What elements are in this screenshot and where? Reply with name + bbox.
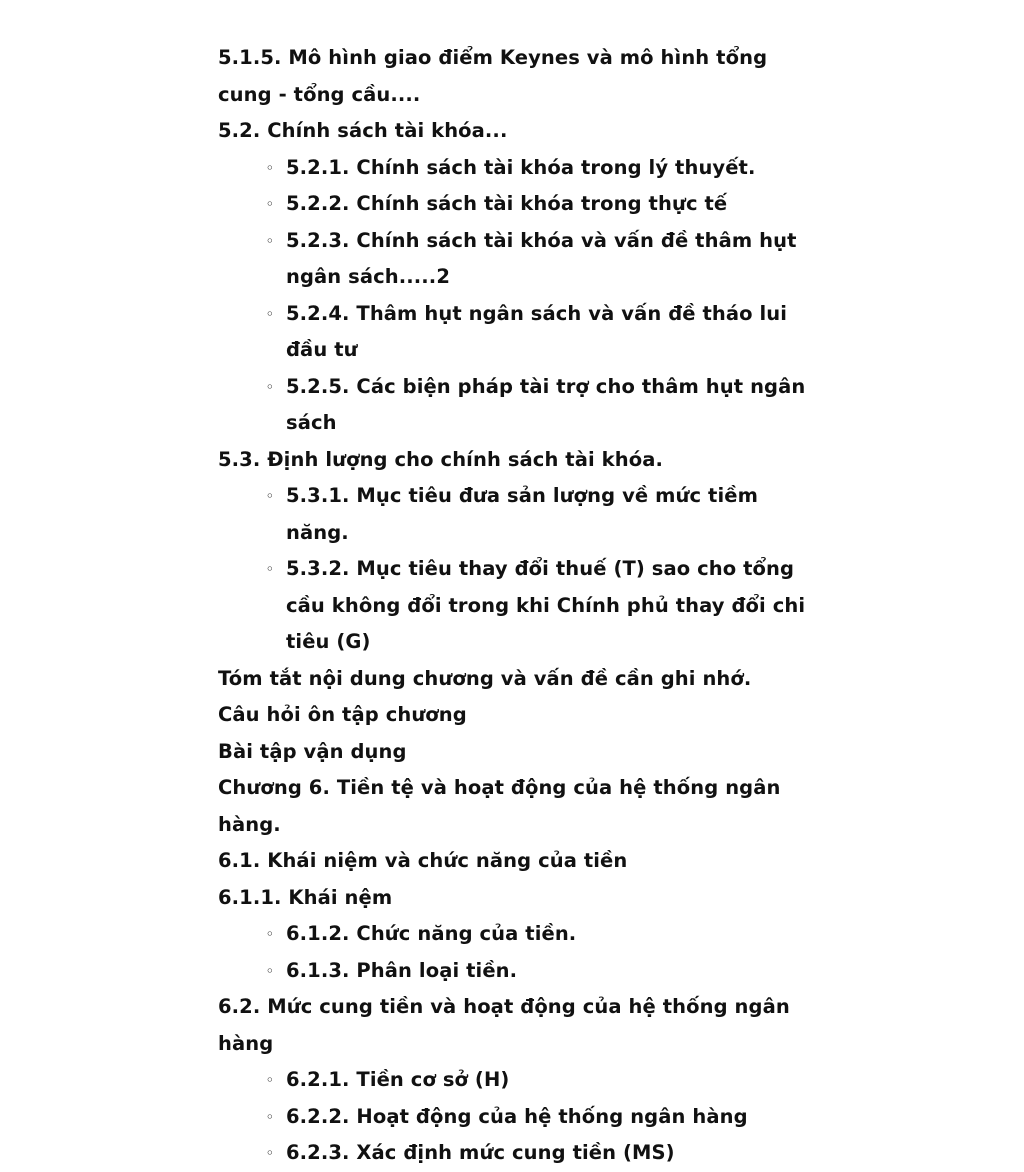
bullet-icon: ◦ <box>266 306 274 321</box>
bullet-icon: ◦ <box>266 233 274 248</box>
toc-entry-label: 5.2.5. Các biện pháp tài trợ cho thâm hụt ngân sách <box>286 374 806 434</box>
toc-entry-label: 5.1.5. Mô hình giao điểm Keynes và mô hình tổng cung - tổng cầu.... <box>218 46 768 106</box>
toc-entry <box>218 880 824 917</box>
toc-entry-label: 5.3. Định lượng cho chính sách tài khóa. <box>218 447 663 471</box>
table-of-contents-list <box>218 40 824 1172</box>
toc-entry <box>266 1099 824 1136</box>
toc-entry-label: 6.1.1. Khái nệm <box>218 885 393 909</box>
toc-entry-label: 5.2.2. Chính sách tài khóa trong thực tế <box>286 192 728 215</box>
toc-entry-label: Tóm tắt nội dung chương và vấn đề cần ghi nhớ. <box>218 666 752 690</box>
toc-entry-label: 5.3.2. Mục tiêu thay đổi thuế (T) sao cho tổng cầu không đổi trong khi Chính phủ thay đổi chi tiêu (G) <box>286 557 806 653</box>
toc-entry <box>218 697 824 734</box>
toc-entry <box>266 186 824 223</box>
toc-entry <box>218 989 824 1062</box>
toc-entry-label: 6.1. Khái niệm và chức năng của tiền <box>218 849 628 872</box>
bullet-icon: ◦ <box>266 1109 274 1124</box>
toc-entry-label: 5.2. Chính sách tài khóa... <box>218 119 508 142</box>
toc-entry <box>266 369 824 442</box>
toc-entry-label: Câu hỏi ôn tập chương <box>218 703 467 726</box>
toc-entry-label: 6.2.1. Tiền cơ sở (H) <box>286 1068 510 1091</box>
bullet-icon: ◦ <box>266 160 274 175</box>
toc-entry <box>218 770 824 843</box>
toc-entry-label: Bài tập vận dụng <box>218 739 407 763</box>
toc-entry <box>218 734 824 771</box>
bullet-icon: ◦ <box>266 379 274 394</box>
toc-entry-label: 6.2.2. Hoạt động của hệ thống ngân hàng <box>286 1104 748 1128</box>
toc-entry <box>266 953 824 990</box>
toc-entry <box>266 478 824 551</box>
bullet-icon: ◦ <box>266 197 274 211</box>
toc-entry-label: 5.2.4. Thâm hụt ngân sách và vấn đề tháo lui đầu tư <box>286 301 788 361</box>
toc-entry <box>266 551 824 661</box>
toc-entry <box>266 223 824 296</box>
toc-entry <box>218 661 824 698</box>
toc-entry <box>266 1135 824 1172</box>
toc-entry <box>218 843 824 880</box>
toc-entry <box>218 40 824 113</box>
toc-entry-label: 5.2.1. Chính sách tài khóa trong lý thuyết. <box>286 155 756 179</box>
toc-entry-label: 5.3.1. Mục tiêu đưa sản lượng về mức tiềm năng. <box>286 484 758 544</box>
bullet-icon: ◦ <box>266 963 274 978</box>
toc-entry <box>266 916 824 953</box>
bullet-icon: ◦ <box>266 1073 274 1087</box>
toc-entry <box>218 113 824 150</box>
bullet-icon: ◦ <box>266 1146 274 1160</box>
toc-entry-label: 6.1.3. Phân loại tiền. <box>286 958 518 982</box>
toc-entry <box>266 1062 824 1099</box>
bullet-icon: ◦ <box>266 489 274 503</box>
toc-entry-label: 6.2.3. Xác định mức cung tiền (MS) <box>286 1141 675 1164</box>
toc-entry <box>266 296 824 369</box>
bullet-icon: ◦ <box>266 927 274 941</box>
toc-entry <box>218 442 824 479</box>
toc-entry-label: Chương 6. Tiền tệ và hoạt động của hệ thống ngân hàng. <box>218 776 781 836</box>
toc-entry-label: 5.2.3. Chính sách tài khóa và vấn đề thâm hụt ngân sách.....2 <box>286 228 797 288</box>
toc-entry-label: 6.1.2. Chức năng của tiền. <box>286 922 577 945</box>
bullet-icon: ◦ <box>266 562 274 576</box>
toc-entry <box>266 150 824 187</box>
toc-entry-label: 6.2. Mức cung tiền và hoạt động của hệ thống ngân hàng <box>218 995 790 1055</box>
